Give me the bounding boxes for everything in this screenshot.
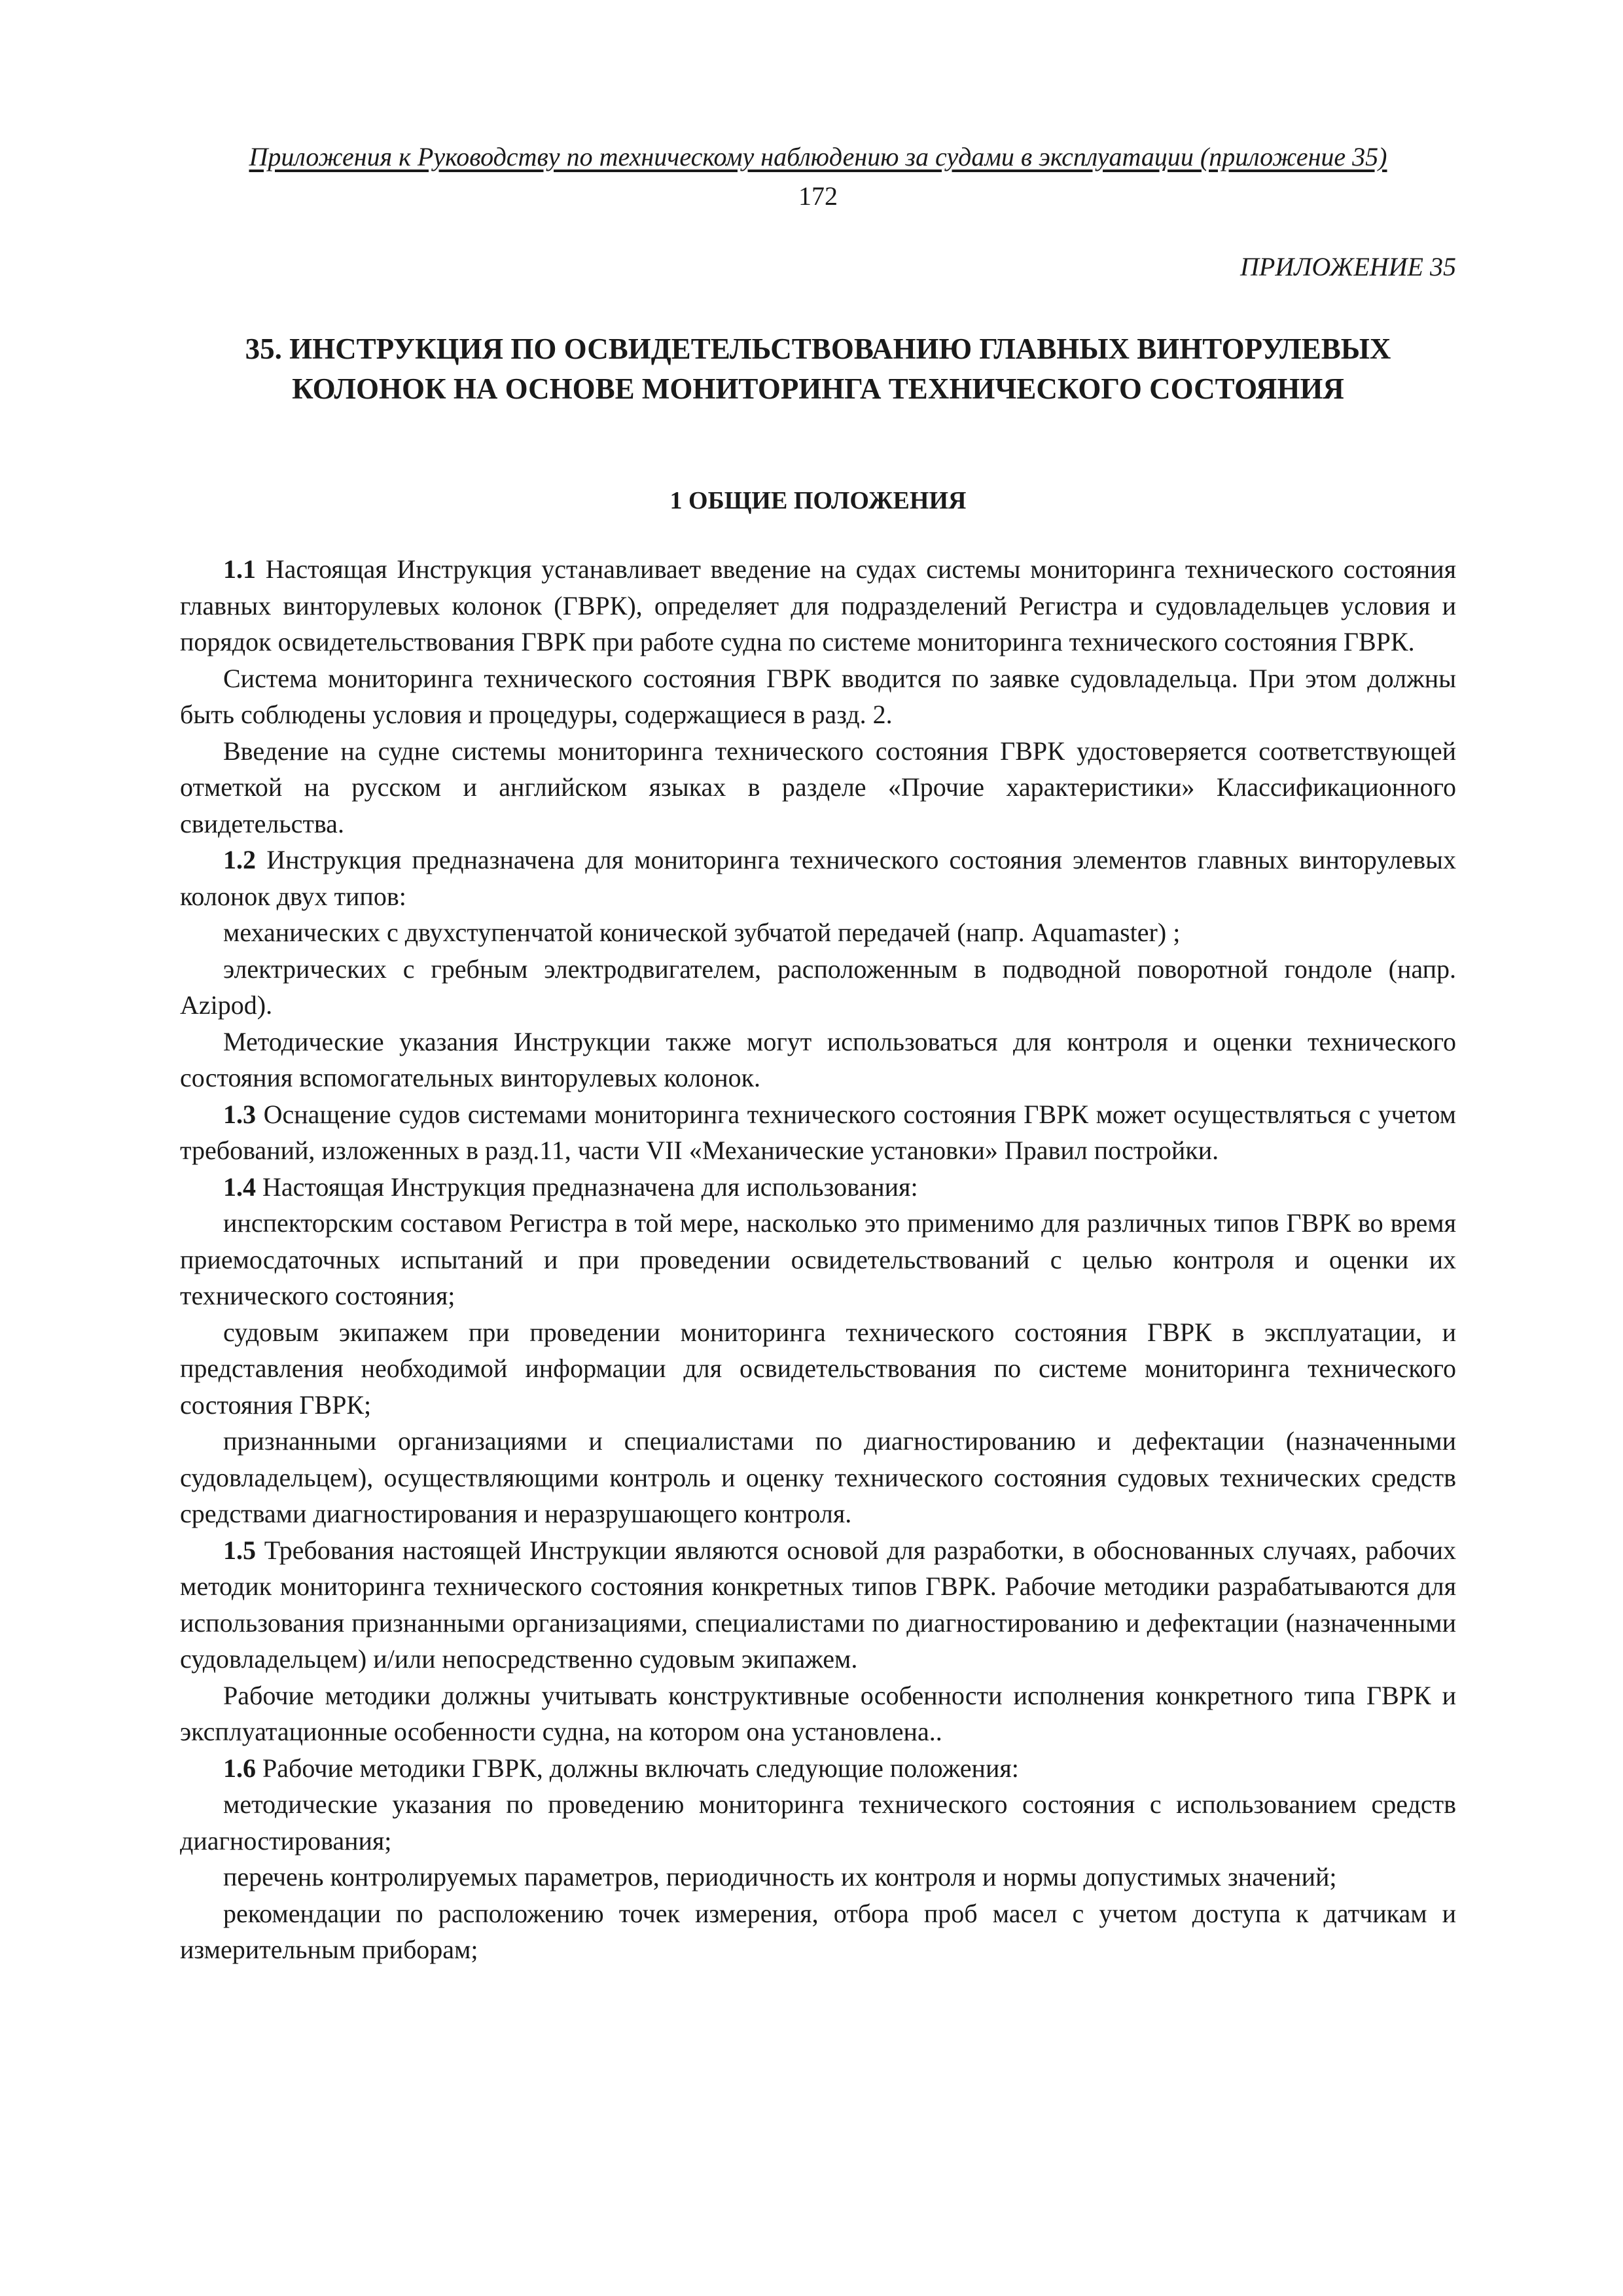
paragraph-text: рекомендации по расположению точек измерения, отбора проб масел с учетом доступа к датчикам и измерительным приборам; xyxy=(180,1898,1456,1964)
paragraph-text: Требования настоящей Инструкции являются основой для разработки, в обоснованных случаях, рабочих методик мониторинга технического состояния конкретных типов ГВРК. Рабочие методики разрабатываются для использования признанными организациями, специалистами по диагностированию и дефектации (назначенными судовладельцем) и/или непосредственно судовым экипажем. xyxy=(180,1535,1456,1674)
paragraph xyxy=(180,842,1456,914)
clause-number: 1.4 xyxy=(223,1172,256,1202)
paragraph-text: Рабочие методики ГВРК, должны включать следующие положения: xyxy=(256,1753,1019,1783)
paragraph-text: Инструкция предназначена для мониторинга технического состояния элементов главных винторулевых колонок двух типов: xyxy=(180,845,1456,911)
paragraph-text: электрических с гребным электродвигателем, расположенным в подводной поворотной гондоле (напр. Azipod). xyxy=(180,954,1456,1020)
paragraph-text: Система мониторинга технического состояния ГВРК вводится по заявке судовладельца. При этом должны быть соблюдены условия и процедуры, содержащиеся в разд. 2. xyxy=(180,663,1456,729)
section-heading: 1 ОБЩИЕ ПОЛОЖЕНИЯ xyxy=(669,487,967,514)
document-title-line-1: 35. ИНСТРУКЦИЯ ПО ОСВИДЕТЕЛЬСТВОВАНИЮ ГЛАВНЫХ ВИНТОРУЛЕВЫХ xyxy=(245,332,1391,365)
running-header: Приложения к Руководству по техническому наблюдению за судами в эксплуатации (приложение 35) xyxy=(249,142,1387,171)
paragraph xyxy=(180,1024,1456,1096)
page-number: 172 xyxy=(798,181,838,211)
paragraph xyxy=(180,1169,1456,1206)
paragraph xyxy=(180,1096,1456,1169)
paragraph xyxy=(180,1750,1456,1787)
paragraph xyxy=(180,1314,1456,1424)
paragraph xyxy=(180,1423,1456,1532)
paragraph xyxy=(180,1532,1456,1677)
paragraph xyxy=(180,914,1456,951)
paragraph xyxy=(180,1677,1456,1750)
page-content xyxy=(180,141,1456,1968)
clause-number: 1.5 xyxy=(223,1535,256,1565)
paragraph-text: Настоящая Инструкция устанавливает введение на судах системы мониторинга технического состояния главных винторулевых колонок (ГВРК), определяет для подразделений Регистра и судовладельцев условия и порядок освидетельствования ГВРК при работе судна по системе мониторинга технического состояния ГВРК. xyxy=(180,554,1456,656)
clause-number: 1.2 xyxy=(223,845,256,874)
paragraph-text: Введение на судне системы мониторинга технического состояния ГВРК удостоверяется соответствующей отметкой на русском и английском языках в разделе «Прочие характеристики» Классификационного свидетельства. xyxy=(180,736,1456,838)
clause-number: 1.1 xyxy=(223,554,256,584)
paragraph-text: инспекторским составом Регистра в той мере, насколько это применимо для различных типов ГВРК во время приемосдаточных испытаний и при проведении освидетельствований с целью контроля и оценки их технического состояния; xyxy=(180,1208,1456,1310)
body-text xyxy=(180,551,1456,1968)
paragraph-text: признанными организациями и специалистами по диагностированию и дефектации (назначенными судовладельцем), осуществляющими контроль и оценку технического состояния судовых технических средств средствами диагностирования и неразрушающего контроля. xyxy=(180,1426,1456,1528)
clause-number: 1.6 xyxy=(223,1753,256,1783)
document-title xyxy=(180,329,1456,409)
paragraph xyxy=(180,1895,1456,1968)
paragraph-text: Методические указания Инструкции также могут использоваться для контроля и оценки технического состояния вспомогательных винторулевых колонок. xyxy=(180,1026,1456,1092)
paragraph xyxy=(180,660,1456,733)
paragraph xyxy=(180,733,1456,842)
paragraph-text: судовым экипажем при проведении мониторинга технического состояния ГВРК в эксплуатации, и представления необходимой информации для освидетельствования по системе мониторинга технического состояния ГВРК; xyxy=(180,1317,1456,1420)
paragraph-text: Настоящая Инструкция предназначена для использования: xyxy=(256,1172,918,1202)
paragraph-text: методические указания по проведению мониторинга технического состояния с использованием средств диагностирования; xyxy=(180,1789,1456,1856)
paragraph-text: Оснащение судов системами мониторинга технического состояния ГВРК может осуществляться с учетом требований, изложенных в разд.11, части VII «Механические установки» Правил постройки. xyxy=(180,1099,1456,1165)
paragraph-text: механических с двухступенчатой конической зубчатой передачей (напр. Aquamaster) ; xyxy=(223,918,1181,947)
document-title-line-2: КОЛОНОК НА ОСНОВЕ МОНИТОРИНГА ТЕХНИЧЕСКОГО СОСТОЯНИЯ xyxy=(292,372,1344,405)
appendix-label: ПРИЛОЖЕНИЕ 35 xyxy=(1240,252,1456,281)
paragraph xyxy=(180,951,1456,1024)
paragraph xyxy=(180,1859,1456,1895)
paragraph xyxy=(180,551,1456,660)
clause-number: 1.3 xyxy=(223,1099,256,1129)
paragraph-text: Рабочие методики должны учитывать конструктивные особенности исполнения конкретного типа ГВРК и эксплуатационные особенности судна, на котором она установлена.. xyxy=(180,1680,1456,1746)
paragraph xyxy=(180,1786,1456,1859)
paragraph-text: перечень контролируемых параметров, периодичность их контроля и нормы допустимых значений; xyxy=(223,1862,1337,1892)
paragraph xyxy=(180,1205,1456,1314)
